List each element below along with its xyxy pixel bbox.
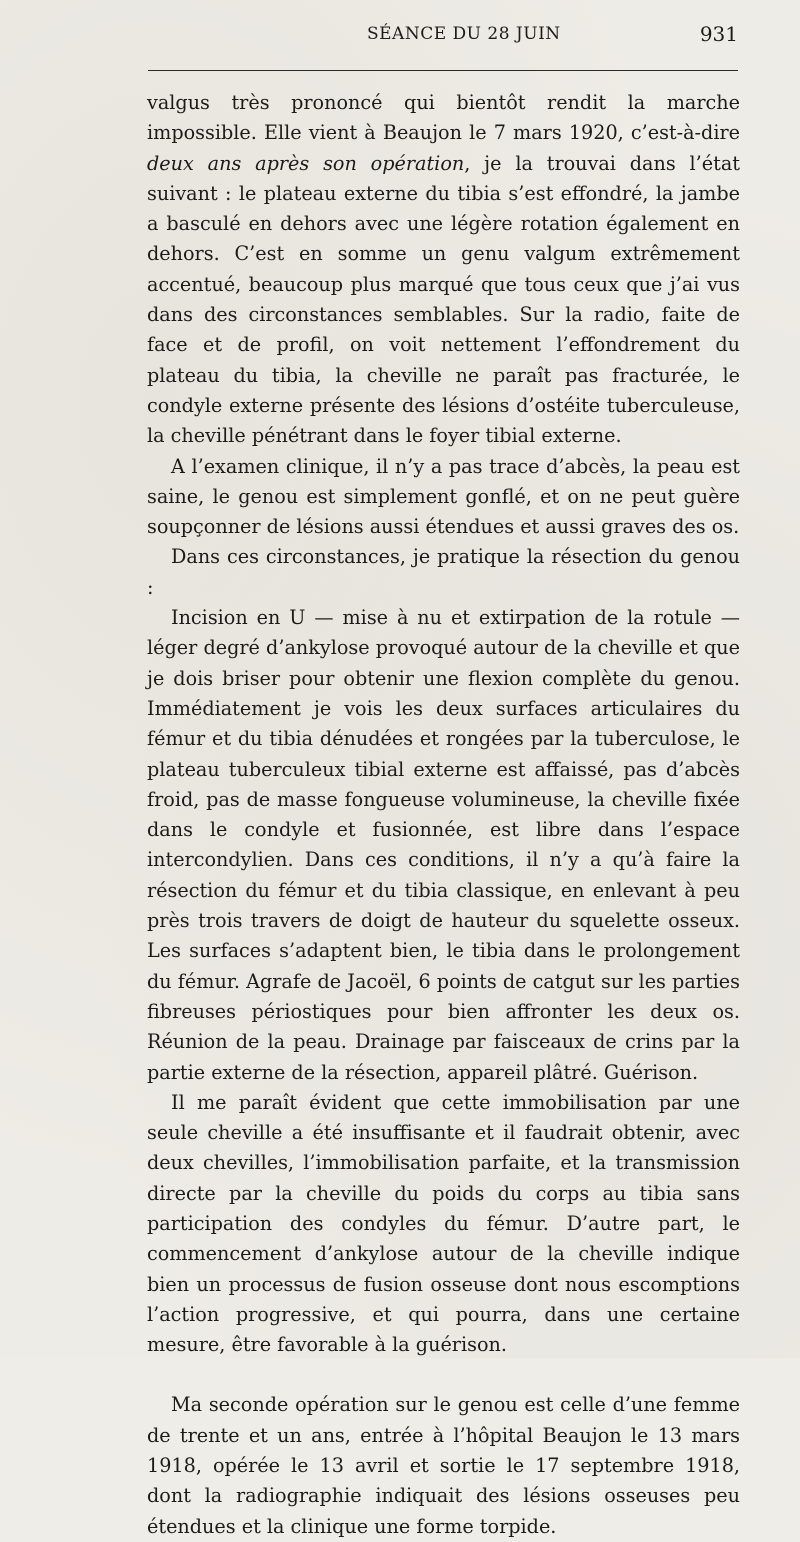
paragraph-5: Il me paraît évident que cette immobilisation par une seule cheville a été insuffisante et il faudrait obtenir, avec deux chevilles, l’immobilisation parfaite, et la transmission directe par la cheville du poids du corps au tibia sans participation des condyles du fémur. D’autre part, le commencement d’ankylose autour de la cheville indique bien un processus de fusion osseuse dont nous escomptions l’action progressive, et qui pourra, dans une certaine mesure, être favorable à la guérison. bbox=[147, 1090, 740, 1357]
paragraph-1-end: , je la trouvai dans l’état suivant : le plateau externe du tibia s’est effondré, la jambe a basculé en dehors avec une légère rotation également en dehors. C’est en somme un genu valgum extrêmement accentué, beaucoup plus marqué que tous ceux que j’ai vus dans des circonstances semblables. Sur la radio, faite de face et de profil, on voit nettement l’effondrement du plateau du tibia, la cheville ne paraît pas fracturée, le condyle externe présente des lésions d’ostéite tuberculeuse, la cheville pénétrant dans le foyer tibial externe. bbox=[147, 151, 740, 448]
paragraph-1 bbox=[147, 88, 740, 452]
paragraph-1-italic: deux ans après son opération bbox=[147, 151, 465, 175]
paragraph-3: Dans ces circonstances, je pratique la résection du genou : bbox=[147, 545, 740, 599]
page-header bbox=[145, 22, 740, 52]
running-head: SÉANCE DU 28 JUIN bbox=[367, 24, 561, 44]
paragraph-2: A l’examen clinique, il n’y a pas trace d’abcès, la peau est saine, le genou est simplement gonflé, et on ne peut guère soupçonner de lésions aussi étendues et aussi graves des os. bbox=[147, 454, 740, 539]
header-rule bbox=[148, 70, 738, 71]
paragraph-1-start: valgus très prononcé qui bientôt rendit la marche impossible. Elle vient à Beaujon le 7 mars 1920, c’est-à-dire bbox=[147, 91, 740, 145]
page-number: 931 bbox=[699, 22, 738, 46]
paragraph-4: Incision en U — mise à nu et extirpation de la rotule — léger degré d’ankylose provoqué autour de la cheville et que je dois briser pour obtenir une flexion complète du genou. Immédiatement je vois les deux surfaces articulaires du fémur et du tibia dénudées et rongées par la tuberculose, le plateau tuberculeux tibial externe est affaissé, pas d’abcès froid, pas de masse fongueuse volumineuse, la cheville fixée dans le condyle et fusionnée, est libre dans l’espace intercondylien. Dans ces conditions, il n’y a qu’à faire la résection du fémur et du tibia classique, en enlevant à peu près trois travers de doigt de hauteur du squelette osseux. Les surfaces s’adaptent bien, le tibia dans le prolongement du fémur. Agrafe de Jacoël, 6 points de catgut sur les parties fibreuses périostiques pour bien affronter les deux os. Réunion de la peau. Drainage par faisceaux de crins par la partie externe de la résection, appareil plâtré. Guérison. bbox=[147, 606, 740, 1084]
body-text bbox=[147, 88, 740, 1542]
paragraph-6: Ma seconde opération sur le genou est celle d’une femme de trente et un ans, entrée à l’hôpital Beaujon le 13 mars 1918, opérée le 13 avril et sortie le 17 septembre 1918, dont la radiographie indiquait des lésions osseuses peu étendues et la clinique une forme torpide. bbox=[147, 1393, 740, 1538]
